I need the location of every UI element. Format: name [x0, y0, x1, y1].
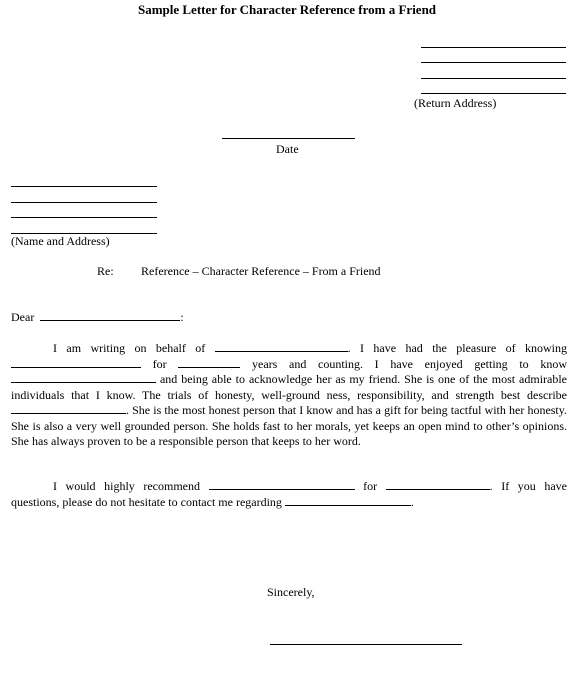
recipient-address-line — [11, 202, 157, 203]
para1-text-3: for — [152, 356, 167, 371]
re-label: Re: — [97, 264, 114, 278]
position-blank — [386, 480, 490, 490]
body-paragraph-1 — [11, 341, 567, 450]
friend-name-blank — [215, 342, 348, 352]
para1-text-6: . She is the most honest person that I know and has a gift for being tactful with her honesty. She is also a very well grounded person. She holds fast to her morals, yet keeps an open mind to other’s opinions. She has always proven to be a responsible person that keeps to her word. — [11, 403, 567, 448]
friend-name-blank — [11, 373, 156, 383]
salutation-blank — [40, 311, 180, 321]
para2-text-1: I would highly recommend — [53, 479, 200, 493]
return-address-line — [421, 62, 566, 63]
recipient-address-line — [11, 186, 157, 187]
date-line — [222, 138, 355, 139]
salutation — [11, 310, 184, 324]
re-subject: Reference – Character Reference – From a Friend — [141, 264, 381, 278]
return-address-label: (Return Address) — [414, 96, 497, 110]
para1-text-1: I am writing on behalf of — [53, 341, 206, 355]
recipient-address-line — [11, 217, 157, 218]
friend-name-blank — [285, 496, 411, 506]
return-address-line — [421, 47, 566, 48]
para2-text-2: for — [363, 479, 378, 493]
para2-text-3: . If you have questions, please do not hesitate to contact me regarding — [11, 479, 567, 509]
friend-name-blank — [11, 358, 141, 368]
name-address-label: (Name and Address) — [11, 234, 110, 248]
body-paragraph-2 — [11, 479, 567, 510]
document-title: Sample Letter for Character Reference from a Friend — [137, 2, 437, 17]
years-blank — [178, 358, 240, 368]
date-label: Date — [276, 142, 299, 156]
friend-name-blank — [11, 404, 126, 414]
salutation-text: Dear — [11, 310, 35, 324]
signature-line — [270, 644, 462, 645]
friend-name-blank — [209, 480, 355, 490]
para1-text-4: years and counting. I have enjoyed getting to know — [252, 356, 567, 371]
closing: Sincerely, — [267, 585, 315, 599]
para1-text-2: . I have had the pleasure of knowing — [347, 341, 567, 355]
para2-text-4: . — [410, 494, 414, 509]
para1-text-5: and being able to acknowledge her as my friend. She is one of the most admirable individuals that I know. The trials of honesty, well-ground ness, responsibility, and strength best describe — [11, 372, 568, 402]
salutation-colon: : — [180, 310, 184, 324]
return-address-line — [421, 93, 566, 94]
return-address-line — [421, 78, 566, 79]
